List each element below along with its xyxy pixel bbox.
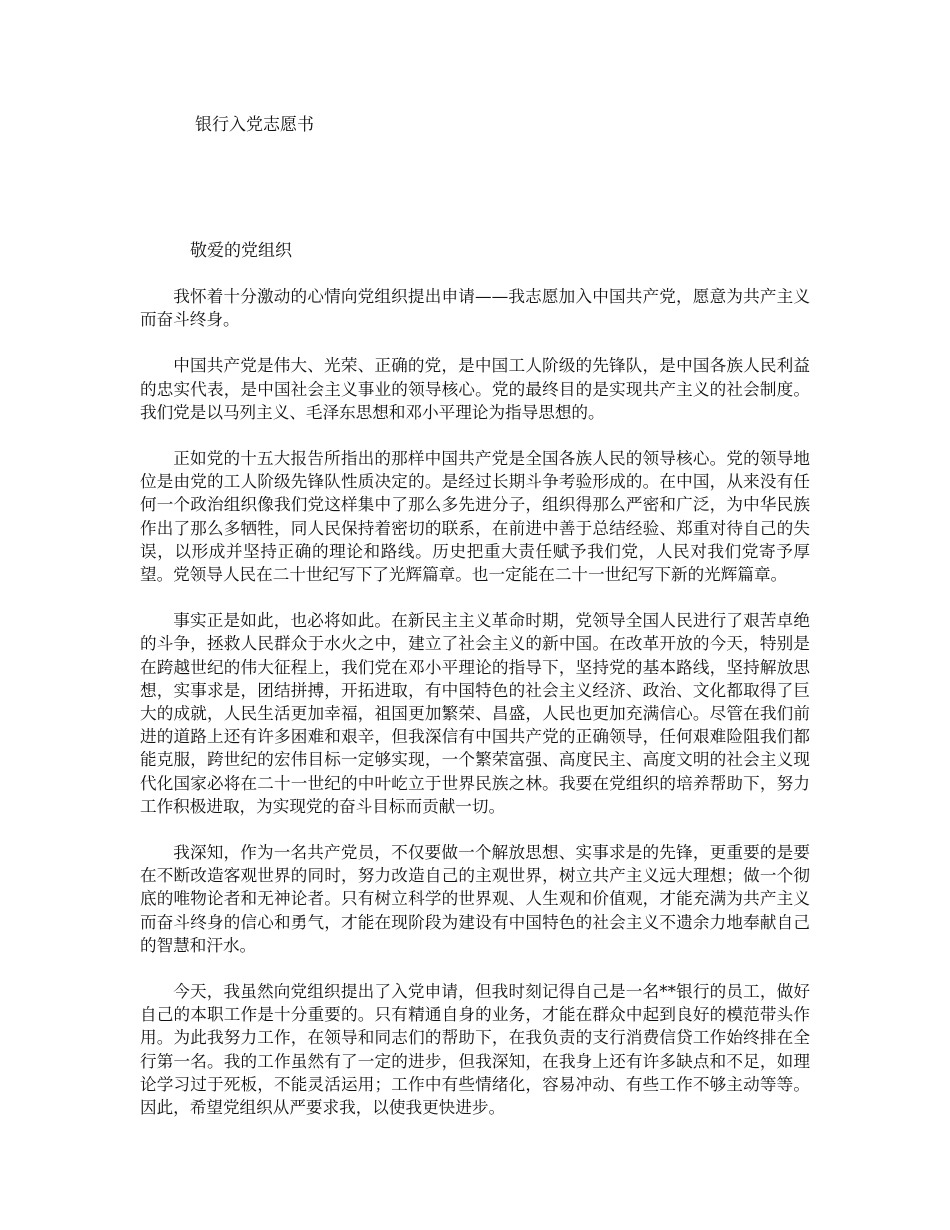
document-title: 银行入党志愿书 <box>195 115 314 135</box>
paragraph-6: 今天，我虽然向党组织提出了入党申请，但我时刻记得自己是一名**银行的员工，做好自己的本职工作是十分重要的。只有精通自身的业务，才能在群众中起到良好的模范带头作用。为此我努力工作，在领导和同志们的帮助下，在我负责的支行消费信贷工作始终排在全行第一名。我的工作虽然有了一定的进步，但我深知，在我身上还有许多缺点和不足，如理论学习过于死板，不能灵活运用；工作中有些情绪化，容易冲动、有些工作不够主动等等。因此，希望党组织从严要求我，以使我更快进步。 <box>140 982 810 1118</box>
paragraph-4: 事实正是如此，也必将如此。在新民主主义革命时期，党领导全国人民进行了艰苦卓绝的斗争，拯救人民群众于水火之中，建立了社会主义的新中国。在改革开放的今天，特别是在跨越世纪的伟大征程上，我们党在邓小平理论的指导下，坚持党的基本路线，坚持解放思想，实事求是，团结拼搏，开拓进取，有中国特色的社会主义经济、政治、文化都取得了巨大的成就，人民生活更加幸福，祖国更加繁荣、昌盛，人民也更加充满信心。尽管在我们前进的道路上还有许多困难和艰辛，但我深信有中国共产党的正确领导，任何艰难险阻我们都能克服，跨世纪的宏伟目标一定够实现，一个繁荣富强、高度民主、高度文明的社会主义现代化国家必将在二十一世纪的中叶屹立于世界民族之林。我要在党组织的培养帮助下，努力工作积极进取，为实现党的奋斗目标而贡献一切。 <box>140 611 810 816</box>
paragraph-3: 正如党的十五大报告所指出的那样中国共产党是全国各族人民的领导核心。党的领导地位是由党的工人阶级先锋队性质决定的。是经过长期斗争考验形成的。在中国，从来没有任何一个政治组织像我们党这样集中了那么多先进分子，组织得那么严密和广泛，为中华民族作出了那么多牺牲，同人民保持着密切的联系，在前进中善于总结经验、郑重对待自己的失误，以形成并坚持正确的理论和路线。历史把重大责任赋予我们党，人民对我们党寄予厚望。党领导人民在二十世纪写下了光辉篇章。也一定能在二十一世纪写下新的光辉篇章。 <box>140 449 810 585</box>
document-body <box>140 285 810 1142</box>
paragraph-1: 我怀着十分激动的心情向党组织提出申请——我志愿加入中国共产党，愿意为共产主义而奋斗终身。 <box>140 287 810 330</box>
paragraph-5: 我深知，作为一名共产党员，不仅要做一个解放思想、实事求是的先锋，更重要的是要在不断改造客观世界的同时，努力改造自己的主观世界，树立共产主义远大理想；做一个彻底的唯物论者和无神论者。只有树立科学的世界观、人生观和价值观，才能充满为共产主义而奋斗终身的信心和勇气，才能在现阶段为建设有中国特色的社会主义不遗余力地奉献自己的智慧和汗水。 <box>140 843 810 955</box>
paragraph-2: 中国共产党是伟大、光荣、正确的党，是中国工人阶级的先锋队，是中国各族人民利益的忠实代表，是中国社会主义事业的领导核心。党的最终目的是实现共产主义的社会制度。我们党是以马列主义、毛泽东思想和邓小平理论为指导思想的。 <box>140 356 810 422</box>
salutation: 敬爱的党组织 <box>190 241 292 261</box>
